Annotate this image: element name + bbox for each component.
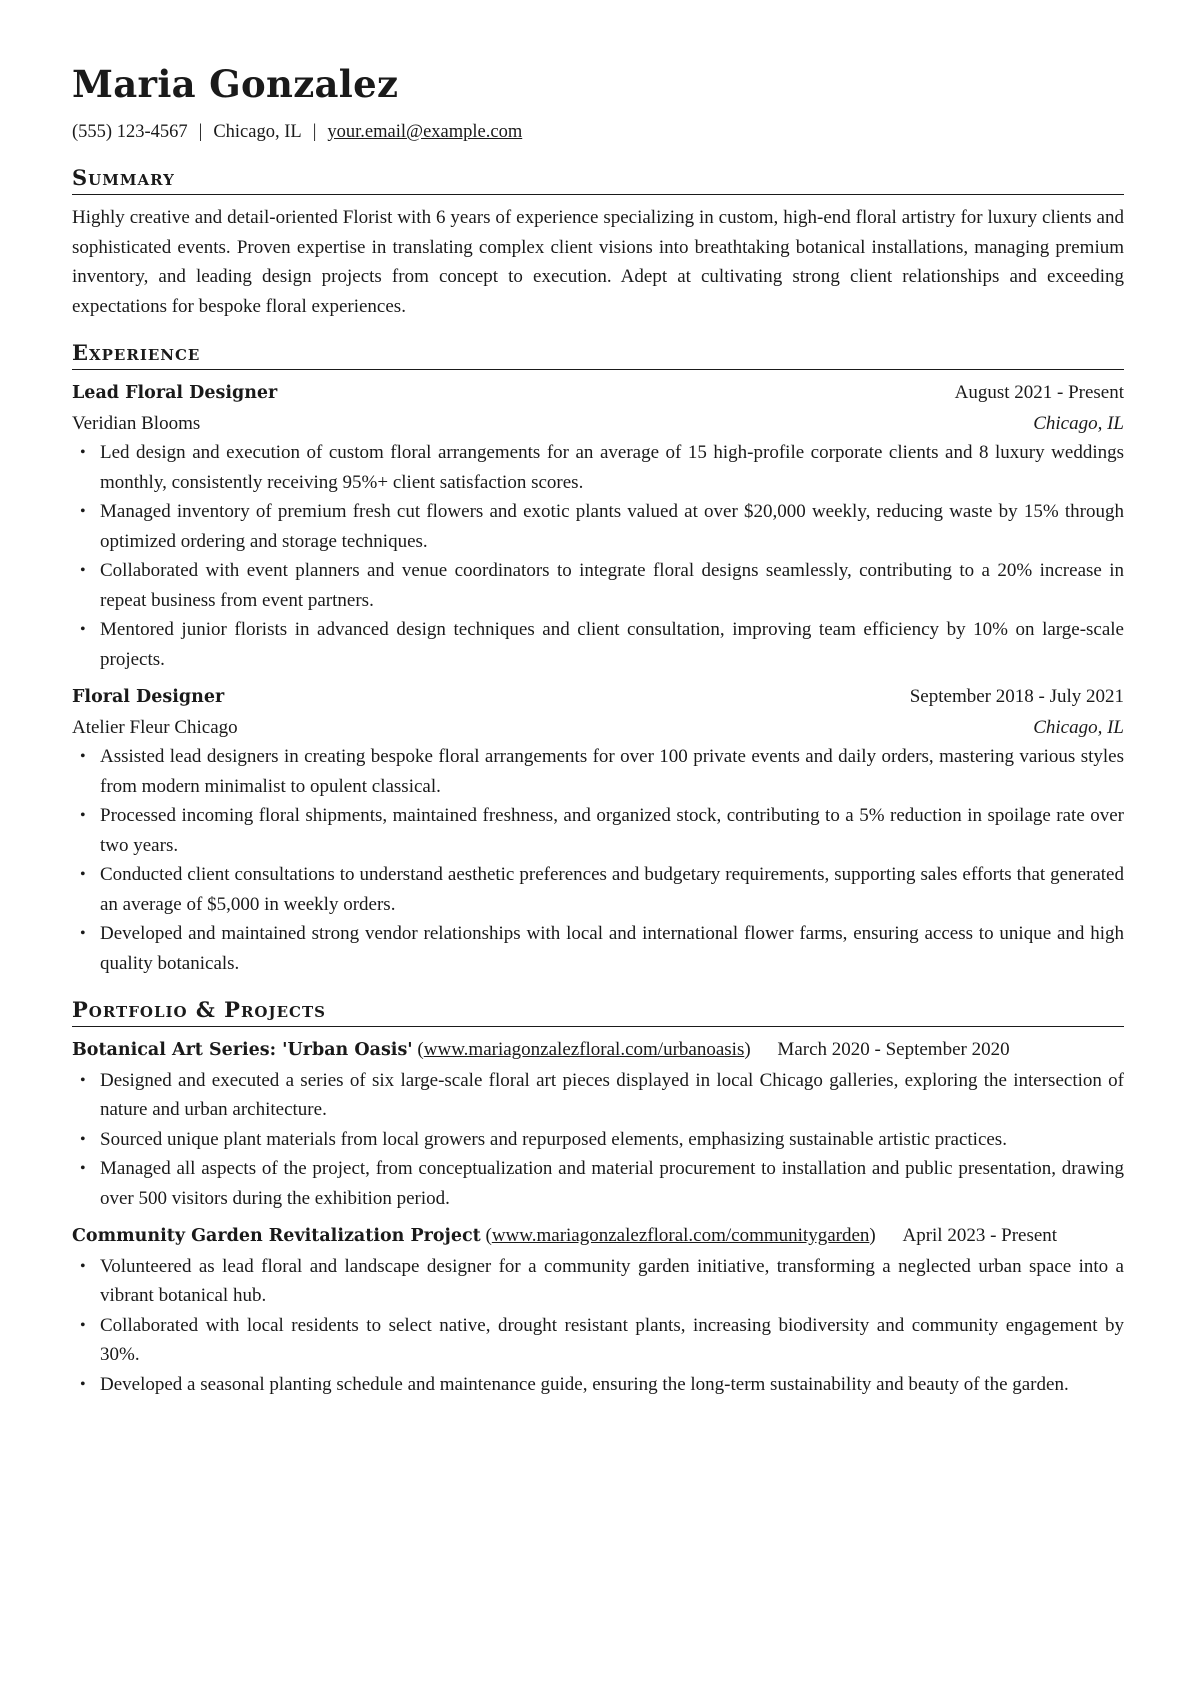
bullet-icon: • — [80, 925, 86, 942]
bullet-item: • Collaborated with local residents to select native, drought resistant plants, increasing biodiversity and community engagement by 30%. — [72, 1311, 1124, 1370]
contact-separator: | — [198, 122, 203, 142]
contact-line — [72, 120, 1124, 144]
bullet-icon: • — [80, 562, 86, 579]
bullet-item: • Sourced unique plant materials from local growers and repurposed elements, emphasizing sustainable artistic practices. — [72, 1125, 1124, 1155]
bullet-icon: • — [80, 1160, 86, 1177]
job-entry — [72, 378, 1124, 674]
phone-number: (555) 123-4567 — [72, 122, 188, 142]
project-dates: April 2023 - Present — [902, 1225, 1058, 1246]
section-title-experience: Experience — [72, 339, 1124, 370]
bullet-item: • Designed and executed a series of six large-scale floral art pieces displayed in local Chicago galleries, exploring the intersection of nature and urban architecture. — [72, 1066, 1124, 1125]
job-title: Floral Designer — [72, 687, 225, 707]
bullet-icon: • — [80, 1130, 86, 1148]
bullet-icon: • — [80, 444, 86, 461]
bullet-item: • Processed incoming floral shipments, maintained freshness, and organized stock, contributing to a 5% reduction in spoilage rate over two years. — [72, 801, 1124, 860]
job-entry — [72, 682, 1124, 978]
project-bullets — [72, 1252, 1124, 1400]
bullet-item: • Collaborated with event planners and venue coordinators to integrate floral designs seamlessly, contributing to a 20% increase in repeat business from event partners. — [72, 556, 1124, 615]
job-title: Lead Floral Designer — [72, 383, 278, 403]
job-subheader — [72, 409, 1124, 439]
bullet-icon: • — [80, 1071, 86, 1089]
bullet-icon: • — [80, 1316, 86, 1334]
bullet-icon: • — [80, 1375, 86, 1393]
job-bullets — [72, 742, 1124, 978]
section-title-summary: Summary — [72, 164, 1124, 195]
resume-page — [72, 62, 1124, 1399]
job-header — [72, 682, 1124, 713]
job-header — [72, 378, 1124, 409]
company-name: Veridian Blooms — [72, 412, 201, 434]
job-subheader — [72, 713, 1124, 743]
bullet-item: • Developed a seasonal planting schedule and maintenance guide, ensuring the long-term sustainability and beauty of the garden. — [72, 1370, 1124, 1400]
bullet-item: • Conducted client consultations to understand aesthetic preferences and budgetary requirements, supporting sales efforts that generated an average of $5,000 in weekly orders. — [72, 860, 1124, 919]
bullet-item: • Managed inventory of premium fresh cut flowers and exotic plants valued at over $20,000 weekly, reducing waste by 15% through optimized ordering and storage techniques. — [72, 497, 1124, 556]
section-title-portfolio: Portfolio & Projects — [72, 996, 1124, 1027]
project-header: Community Garden Revitalization Project (www.mariagonzalezfloral.com/communitygarden) April 2023 - Present — [72, 1225, 1058, 1246]
bullet-item: • Volunteered as lead floral and landscape designer for a community garden initiative, transforming a neglected urban space into a vibrant botanical hub. — [72, 1252, 1124, 1311]
project-entry — [72, 1221, 1124, 1399]
bullet-item: • Managed all aspects of the project, from conceptualization and material procurement to installation and public presentation, drawing over 500 visitors during the exhibition period. — [72, 1154, 1124, 1213]
bullet-icon: • — [80, 503, 86, 520]
company-name: Atelier Fleur Chicago — [72, 716, 238, 738]
project-title: Botanical Art Series: 'Urban Oasis' — [72, 1040, 413, 1060]
bullet-item: • Led design and execution of custom floral arrangements for an average of 15 high-profile corporate clients and 8 luxury weddings monthly, consistently receiving 95%+ client satisfaction scores. — [72, 438, 1124, 497]
project-title: Community Garden Revitalization Project — [72, 1226, 481, 1246]
job-location: Chicago, IL — [1033, 716, 1124, 738]
summary-text: Highly creative and detail-oriented Florist with 6 years of experience specializing in custom, high-end floral artistry for luxury clients and sophisticated events. Proven expertise in translating complex client visions into breathtaking botanical installations, managing premium inventory, and leading design projects from concept to execution. Adept at cultivating strong client relationships and exceeding expectations for bespoke floral experiences. — [72, 207, 1124, 317]
job-location: Chicago, IL — [1033, 412, 1124, 434]
job-dates: August 2021 - Present — [954, 382, 1124, 403]
project-link[interactable]: www.mariagonzalezfloral.com/communitygarden — [491, 1225, 870, 1246]
bullet-icon: • — [80, 621, 86, 638]
bullet-item: • Mentored junior florists in advanced design techniques and client consultation, improving team efficiency by 10% on large-scale projects. — [72, 615, 1124, 674]
project-entry — [72, 1035, 1124, 1213]
project-link[interactable]: www.mariagonzalezfloral.com/urbanoasis — [423, 1039, 745, 1060]
project-dates: March 2020 - September 2020 — [777, 1039, 1010, 1060]
project-bullets — [72, 1066, 1124, 1214]
candidate-name: Maria Gonzalez — [72, 62, 399, 106]
bullet-icon: • — [80, 866, 86, 883]
bullet-icon: • — [80, 748, 86, 765]
bullet-item: • Assisted lead designers in creating bespoke floral arrangements for over 100 private events and daily orders, mastering various styles from modern minimalist to opulent classical. — [72, 742, 1124, 801]
contact-separator: | — [312, 122, 317, 142]
location-text: Chicago, IL — [213, 122, 302, 142]
project-header: Botanical Art Series: 'Urban Oasis' (www.mariagonzalezfloral.com/urbanoasis) March 2020 - September 2020 — [72, 1039, 1010, 1060]
bullet-icon: • — [80, 807, 86, 824]
bullet-item: • Developed and maintained strong vendor relationships with local and international flower farms, ensuring access to unique and high quality botanicals. — [72, 919, 1124, 978]
bullet-icon: • — [80, 1257, 86, 1275]
job-dates: September 2018 - July 2021 — [909, 686, 1124, 707]
email-link[interactable]: your.email@example.com — [327, 122, 523, 142]
job-bullets — [72, 438, 1124, 674]
